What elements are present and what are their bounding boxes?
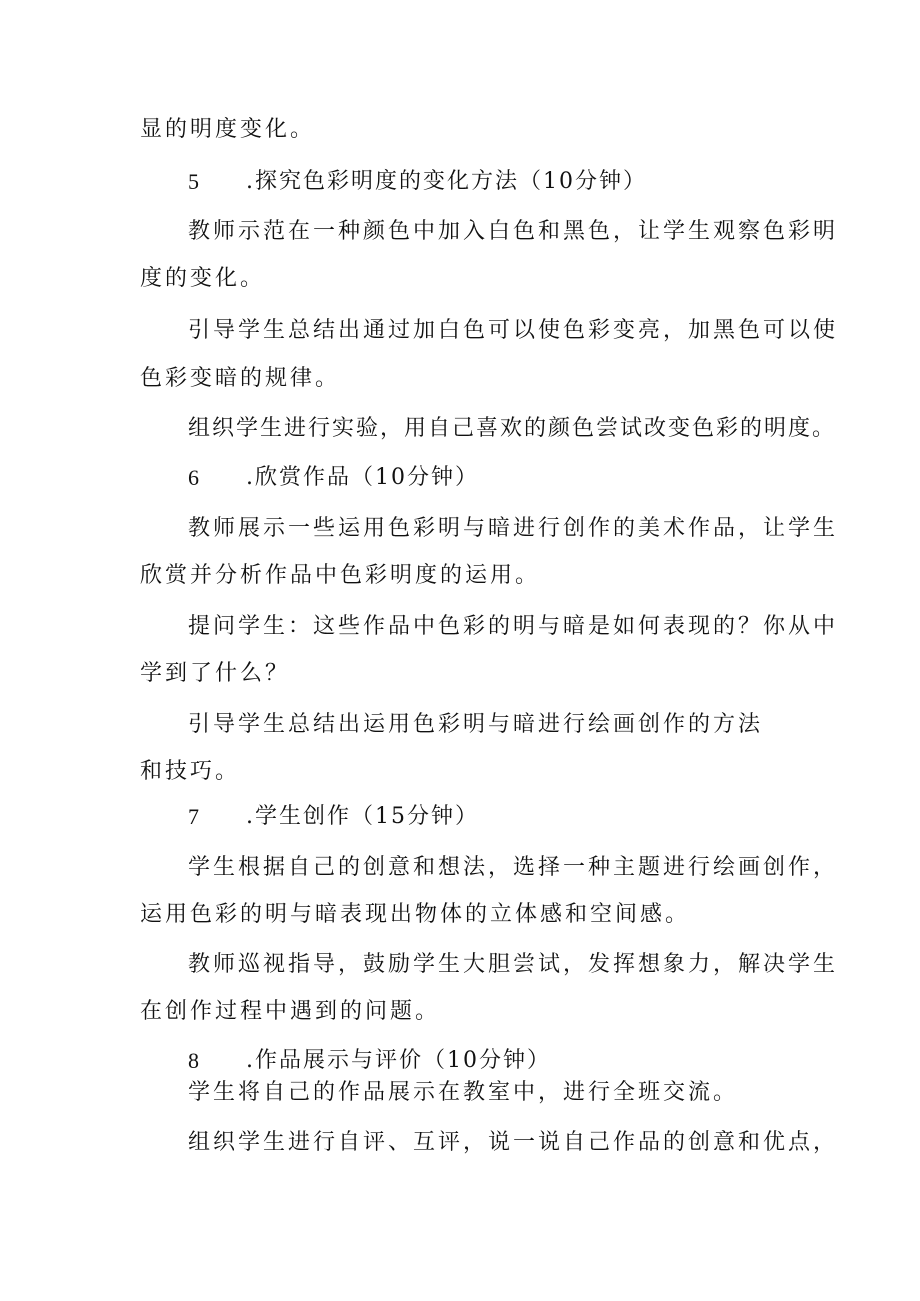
paragraph-line: 引导学生总结出通过加白色可以使色彩变亮，加黑色可以使 <box>188 318 839 343</box>
paragraph-line: 在创作过程中遇到的问题。 <box>140 999 441 1024</box>
section-heading: .探究色彩明度的变化方法（10分钟） <box>246 169 647 194</box>
section-heading: .学生创作（15分钟） <box>246 804 479 829</box>
section-number: 8 <box>188 1048 199 1073</box>
paragraph-line: 色彩变暗的规律。 <box>140 366 341 391</box>
paragraph-line: 学生将自己的作品展示在教室中，进行全班交流。 <box>188 1080 739 1105</box>
paragraph-line: 教师展示一些运用色彩明与暗进行创作的美术作品，让学生 <box>188 516 839 541</box>
section-number: 6 <box>188 465 199 490</box>
paragraph-line: 学到了什么？ <box>140 661 291 686</box>
paragraph-line: 显的明度变化。 <box>140 117 316 142</box>
paragraph-line: 度的变化。 <box>140 266 266 291</box>
paragraph-line: 教师巡视指导，鼓励学生大胆尝试，发挥想象力，解决学生 <box>188 952 839 977</box>
paragraph-line: 欣赏并分析作品中色彩明度的运用。 <box>140 563 541 588</box>
section-heading: .欣赏作品（10分钟） <box>246 465 479 490</box>
paragraph-line: 和技巧。 <box>140 759 241 784</box>
section-number: 5 <box>188 169 199 194</box>
paragraph-line: 组织学生进行自评、互评，说一说自己作品的创意和优点， <box>188 1130 839 1155</box>
paragraph-line: 运用色彩的明与暗表现出物体的立体感和空间感。 <box>140 902 691 927</box>
paragraph-line: 组织学生进行实验，用自己喜欢的颜色尝试改变色彩的明度。 <box>188 416 837 441</box>
paragraph-line: 引导学生总结出运用色彩明与暗进行绘画创作的方法 <box>188 712 764 737</box>
paragraph-line: 教师示范在一种颜色中加入白色和黑色，让学生观察色彩明 <box>188 219 839 244</box>
section-number: 7 <box>188 804 199 829</box>
section-heading: .作品展示与评价（10分钟） <box>246 1048 551 1073</box>
paragraph-line: 提问学生：这些作品中色彩的明与暗是如何表现的？你从中 <box>188 614 839 639</box>
paragraph-line: 学生根据自己的创意和想法，选择一种主题进行绘画创作， <box>188 855 839 880</box>
